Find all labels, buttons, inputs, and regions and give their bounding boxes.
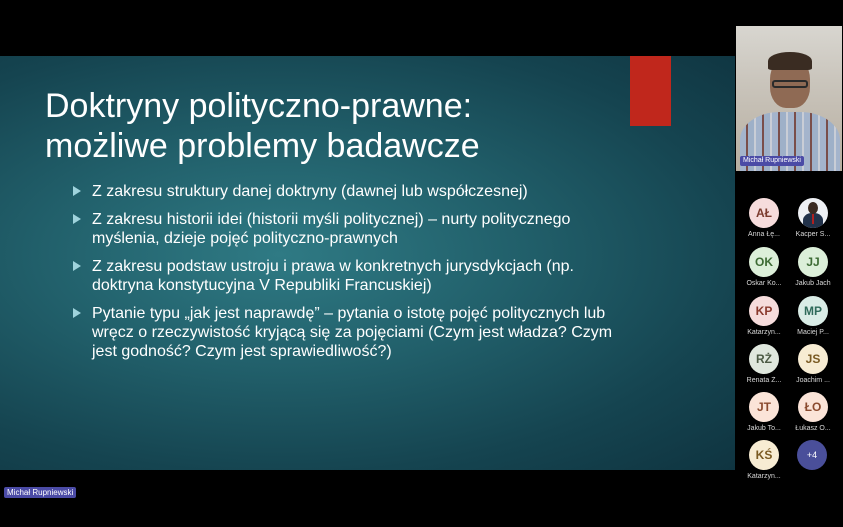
speaker-video-glasses: [772, 80, 808, 88]
slide-bullet: [72, 304, 632, 361]
slide-title-line2: możliwe problemy badawcze: [45, 127, 480, 165]
participant-name: Katarzyn...: [747, 329, 781, 336]
slide-bullet: [72, 210, 632, 248]
participant-name: Renata Ż...: [746, 377, 782, 384]
presentation-slide: [0, 56, 735, 470]
participant-name: Jakub To...: [747, 425, 781, 432]
participant-name: Łukasz O...: [795, 425, 831, 432]
participant-avatar: KP: [749, 296, 779, 326]
participant-name: Oskar Ko...: [746, 280, 782, 287]
participant-avatar: [798, 198, 828, 228]
avatar-photo-head: [808, 202, 818, 214]
participant-avatar: JS: [798, 344, 828, 374]
bullet-arrow-icon: [73, 261, 81, 271]
participant-avatar: MP: [798, 296, 828, 326]
bullet-arrow-icon: [73, 186, 81, 196]
slide-bullet-text: Z zakresu struktury danej doktryny (dawnej lub współczesnej): [92, 183, 528, 200]
participant-name: Jakub Jach: [795, 280, 831, 287]
slide-bullet: [72, 182, 632, 201]
participant-name: Anna Łę...: [748, 231, 780, 238]
participant-avatar: JT: [749, 392, 779, 422]
speaker-video-name: Michał Rupniewski: [740, 156, 804, 166]
speaker-video-hair: [768, 52, 812, 70]
participant-tile[interactable]: [788, 296, 838, 342]
participant-avatar: AŁ: [749, 198, 779, 228]
slide-bullet-text: Z zakresu historii idei (historii myśli politycznej) – nurty politycznego myślenia, dzieje pojęć polityczno-prawnych: [92, 211, 571, 247]
participant-name: Joachim ...: [796, 377, 830, 384]
slide-bullet-text: Pytanie typu „jak jest naprawdę” – pytania o istotę pojęć politycznych lub wręcz o rzeczywistość kryjącą się za pojęciami (Czym jest władza? Czym jest godność? Czym jest sprawiedliwość?): [92, 305, 613, 360]
participant-avatar: OK: [749, 247, 779, 277]
participant-tile[interactable]: [739, 344, 789, 390]
participant-tile[interactable]: [739, 392, 789, 438]
participant-tile[interactable]: [739, 198, 789, 244]
participant-avatar: RŻ: [749, 344, 779, 374]
slide-bullet-list: [72, 182, 632, 370]
slide-accent-bar: [630, 56, 671, 126]
participant-avatar: KŚ: [749, 440, 779, 470]
slide-bullet-text: Z zakresu podstaw ustroju i prawa w konkretnych jurysdykcjach (np. doktryna konstytucyjna V Republiki Francuskiej): [92, 258, 574, 294]
slide-title-line1: Doktryny polityczno-prawne:: [45, 87, 473, 125]
slide-title: [45, 86, 605, 166]
participant-name: Maciej P...: [797, 329, 829, 336]
avatar-photo-tie: [812, 214, 814, 224]
bullet-arrow-icon: [73, 214, 81, 224]
slide-bullet: [72, 257, 632, 295]
participant-tile[interactable]: [739, 296, 789, 342]
participant-name: Katarzyn...: [747, 473, 781, 480]
participant-tile[interactable]: [788, 247, 838, 293]
participant-tile[interactable]: [739, 440, 789, 486]
participant-tile[interactable]: [739, 247, 789, 293]
presenter-name-label: Michał Rupniewski: [4, 487, 76, 498]
more-participants-button[interactable]: +4: [797, 440, 827, 470]
participant-avatar: JJ: [798, 247, 828, 277]
participant-tile[interactable]: [788, 344, 838, 390]
participant-name: Kacper S...: [795, 231, 831, 238]
participants-panel: [735, 0, 843, 527]
participant-avatar: ŁO: [798, 392, 828, 422]
speaker-video-tile[interactable]: [736, 26, 842, 171]
participant-tile[interactable]: [788, 392, 838, 438]
participant-tile[interactable]: [788, 198, 838, 244]
bullet-arrow-icon: [73, 308, 81, 318]
